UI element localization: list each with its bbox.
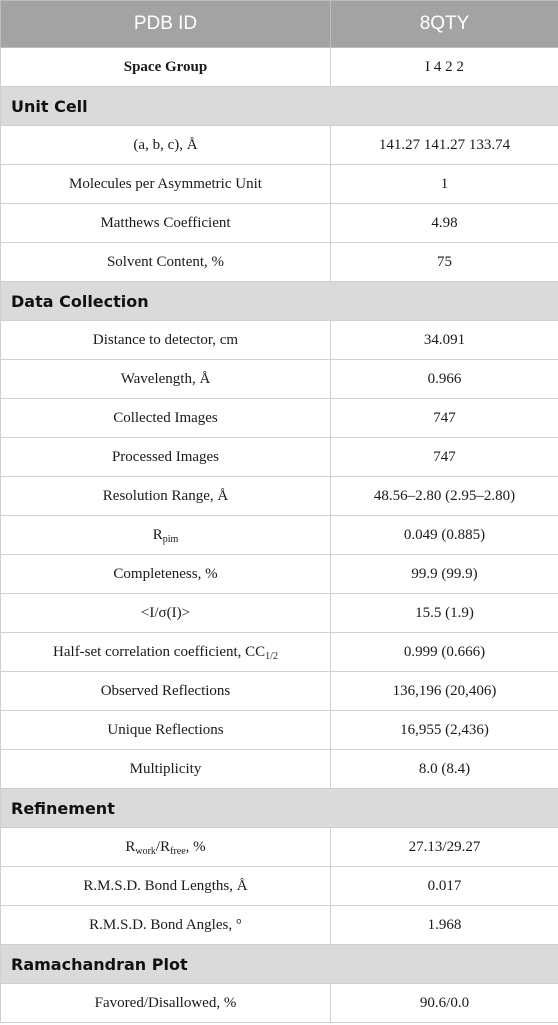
- label-main: R: [152, 526, 163, 543]
- table-row: [1, 399, 558, 438]
- row-value: 15.5 (1.9): [331, 594, 558, 633]
- row-label: (a, b, c), Å: [1, 126, 331, 165]
- table-row: [1, 204, 558, 243]
- table-row: [1, 321, 558, 360]
- table-row: [1, 243, 558, 282]
- label-main: Half-set correlation coefficient, CC: [53, 643, 266, 660]
- row-value: 0.049 (0.885): [331, 516, 558, 555]
- row-label: Collected Images: [1, 399, 331, 438]
- row-value: 0.999 (0.666): [331, 633, 558, 672]
- label-subscript: 1/2: [265, 650, 278, 662]
- row-value: 27.13/29.27: [331, 828, 558, 867]
- space-group-label: Space Group: [1, 48, 331, 87]
- table-row: [1, 516, 558, 555]
- table-row: [1, 126, 558, 165]
- table-row: [1, 984, 558, 1023]
- table-row: [1, 555, 558, 594]
- row-value: 75: [331, 243, 558, 282]
- row-value: 0.017: [331, 867, 558, 906]
- row-label: Processed Images: [1, 438, 331, 477]
- row-label: <I/σ(I)>: [1, 594, 331, 633]
- section-title: Ramachandran Plot: [1, 945, 558, 984]
- section-refinement: [1, 789, 558, 828]
- row-label: Solvent Content, %: [1, 243, 331, 282]
- label-subscript-free: free: [170, 845, 186, 857]
- table-row: [1, 165, 558, 204]
- row-label: Molecules per Asymmetric Unit: [1, 165, 331, 204]
- table-row: [1, 438, 558, 477]
- section-title: Refinement: [1, 789, 558, 828]
- table-header-row: [1, 1, 558, 48]
- row-label: Resolution Range, Å: [1, 477, 331, 516]
- row-value: 141.27 141.27 133.74: [331, 126, 558, 165]
- row-value: 16,955 (2,436): [331, 711, 558, 750]
- table-row: [1, 360, 558, 399]
- row-label: Multiplicity: [1, 750, 331, 789]
- table-row: [1, 711, 558, 750]
- section-data-collection: [1, 282, 558, 321]
- row-value: 90.6/0.0: [331, 984, 558, 1023]
- row-label: Distance to detector, cm: [1, 321, 331, 360]
- row-value: 34.091: [331, 321, 558, 360]
- table-row: [1, 594, 558, 633]
- label-slash: /R: [155, 838, 171, 855]
- row-label-rpim: [1, 516, 331, 555]
- header-pdb-id-label: PDB ID: [1, 1, 331, 48]
- label-main: R: [125, 838, 136, 855]
- row-value: 136,196 (20,406): [331, 672, 558, 711]
- header-pdb-id-value: 8QTY: [331, 1, 558, 48]
- table-row: [1, 867, 558, 906]
- row-value: 4.98: [331, 204, 558, 243]
- label-suffix: , %: [185, 838, 206, 855]
- row-value: 1: [331, 165, 558, 204]
- section-title: Data Collection: [1, 282, 558, 321]
- row-value: 99.9 (99.9): [331, 555, 558, 594]
- row-value: 1.968: [331, 906, 558, 945]
- section-title: Unit Cell: [1, 87, 558, 126]
- row-label: Wavelength, Å: [1, 360, 331, 399]
- row-label: Observed Reflections: [1, 672, 331, 711]
- row-label: Unique Reflections: [1, 711, 331, 750]
- row-value: 0.966: [331, 360, 558, 399]
- row-label-cc-half: [1, 633, 331, 672]
- space-group-value: I 4 2 2: [331, 48, 558, 87]
- row-label: Favored/Disallowed, %: [1, 984, 331, 1023]
- row-label: Matthews Coefficient: [1, 204, 331, 243]
- table-row: [1, 633, 558, 672]
- section-unit-cell: [1, 87, 558, 126]
- label-subscript-work: work: [135, 845, 156, 857]
- row-value: 747: [331, 399, 558, 438]
- row-label: R.M.S.D. Bond Angles, °: [1, 906, 331, 945]
- row-label: R.M.S.D. Bond Lengths, Å: [1, 867, 331, 906]
- row-value: 747: [331, 438, 558, 477]
- table-row: [1, 828, 558, 867]
- table-row: [1, 906, 558, 945]
- row-value: 8.0 (8.4): [331, 750, 558, 789]
- table-row: [1, 750, 558, 789]
- label-subscript: pim: [162, 533, 179, 545]
- row-label: Completeness, %: [1, 555, 331, 594]
- table-row: [1, 48, 558, 87]
- table-row: [1, 477, 558, 516]
- table-row: [1, 672, 558, 711]
- row-label-rwork-rfree: [1, 828, 331, 867]
- section-ramachandran: [1, 945, 558, 984]
- row-value: 48.56–2.80 (2.95–2.80): [331, 477, 558, 516]
